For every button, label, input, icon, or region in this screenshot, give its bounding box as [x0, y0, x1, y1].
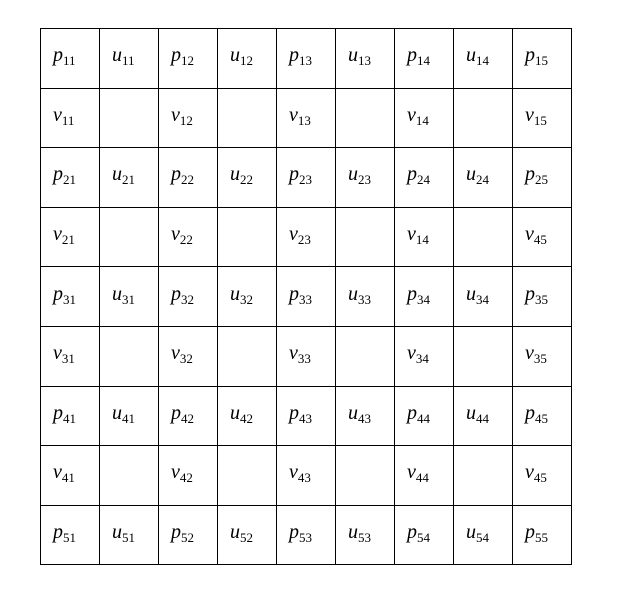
cell-content [336, 164, 394, 190]
grid-cell [277, 207, 336, 267]
grid-cell [277, 267, 336, 327]
variable-subscript: 45 [535, 410, 548, 426]
variable-symbol: u [230, 163, 240, 186]
cell-content [41, 343, 99, 369]
cell-content [100, 284, 158, 310]
grid-cell [336, 446, 395, 506]
variable-symbol: u [348, 44, 358, 67]
cell-content [395, 403, 453, 429]
grid-cell [336, 326, 395, 386]
grid-cell [41, 326, 100, 386]
variable-symbol: p [407, 163, 417, 186]
grid-cell [454, 386, 513, 446]
variable-subscript: 44 [476, 410, 489, 426]
cell-content [159, 522, 217, 548]
variable-subscript: 12 [181, 53, 194, 69]
variable-symbol: p [525, 282, 535, 305]
grid-cell [159, 386, 218, 446]
variable-subscript: 13 [297, 112, 311, 128]
grid-cell [100, 148, 159, 208]
variable-symbol: p [53, 44, 63, 67]
variable-subscript: 34 [476, 291, 489, 307]
cell-content [395, 105, 453, 131]
grid-body [41, 29, 572, 565]
variable-subscript: 21 [61, 232, 75, 248]
grid-cell [336, 29, 395, 89]
grid-cell [41, 148, 100, 208]
variable-symbol: p [289, 282, 299, 305]
variable-symbol: u [230, 521, 240, 544]
variable-symbol: v [407, 342, 416, 365]
grid-cell [336, 207, 395, 267]
grid-row [41, 29, 572, 89]
variable-symbol: v [525, 342, 534, 365]
variable-symbol: p [407, 44, 417, 67]
grid-cell [513, 267, 572, 327]
grid-row [41, 505, 572, 565]
grid-cell [395, 207, 454, 267]
variable-symbol: v [53, 103, 62, 126]
grid-cell [454, 446, 513, 506]
cell-content [277, 343, 335, 369]
variable-subscript: 35 [533, 351, 547, 367]
grid-cell [218, 326, 277, 386]
variable-symbol: u [112, 521, 122, 544]
variable-symbol: u [466, 401, 476, 424]
variable-subscript: 53 [358, 530, 371, 546]
variable-subscript: 31 [122, 291, 135, 307]
grid-cell [513, 88, 572, 148]
cell-content [395, 224, 453, 250]
grid-cell [277, 148, 336, 208]
grid-cell [159, 267, 218, 327]
variable-subscript: 24 [417, 172, 430, 188]
grid-cell [41, 446, 100, 506]
cell-content [513, 45, 571, 71]
cell-content [277, 45, 335, 71]
variable-subscript: 33 [297, 351, 311, 367]
grid-cell [159, 29, 218, 89]
cell-content [513, 284, 571, 310]
variable-subscript: 14 [415, 232, 429, 248]
variable-subscript: 23 [299, 172, 312, 188]
variable-symbol: p [289, 44, 299, 67]
cell-content [395, 284, 453, 310]
cell-content [100, 164, 158, 190]
variable-subscript: 11 [63, 53, 76, 69]
cell-content [218, 284, 276, 310]
grid-cell [454, 326, 513, 386]
cell-content [513, 343, 571, 369]
cell-content [395, 462, 453, 488]
variable-subscript: 15 [535, 53, 548, 69]
grid-cell [100, 386, 159, 446]
grid-cell [454, 505, 513, 565]
cell-content [41, 522, 99, 548]
variable-symbol: v [289, 223, 298, 246]
cell-content [41, 284, 99, 310]
variable-subscript: 45 [533, 232, 547, 248]
cell-content [513, 462, 571, 488]
variable-subscript: 23 [358, 172, 371, 188]
grid-cell [159, 326, 218, 386]
cell-content [336, 403, 394, 429]
grid-cell [395, 148, 454, 208]
cell-content [100, 45, 158, 71]
grid-cell [336, 267, 395, 327]
grid-cell [218, 505, 277, 565]
variable-symbol: u [348, 401, 358, 424]
cell-content [277, 224, 335, 250]
variable-symbol: p [407, 401, 417, 424]
variable-symbol: v [407, 223, 416, 246]
variable-subscript: 41 [61, 470, 75, 486]
grid-row [41, 88, 572, 148]
variable-subscript: 44 [415, 470, 429, 486]
cell-content [41, 224, 99, 250]
grid-cell [159, 207, 218, 267]
variable-subscript: 33 [358, 291, 371, 307]
grid-cell [513, 326, 572, 386]
grid-cell [41, 88, 100, 148]
cell-content [41, 105, 99, 131]
cell-content [159, 224, 217, 250]
grid-cell [395, 446, 454, 506]
variable-subscript: 53 [299, 530, 312, 546]
cell-content [218, 164, 276, 190]
cell-content [395, 164, 453, 190]
variable-symbol: p [53, 163, 63, 186]
grid-cell [395, 88, 454, 148]
grid-cell [513, 207, 572, 267]
grid-cell [159, 505, 218, 565]
cell-content [41, 462, 99, 488]
variable-symbol: u [348, 282, 358, 305]
variable-subscript: 11 [122, 53, 135, 69]
staggered-grid-table [40, 28, 572, 565]
variable-symbol: v [53, 223, 62, 246]
variable-symbol: v [171, 342, 180, 365]
variable-symbol: p [53, 521, 63, 544]
grid-cell [454, 88, 513, 148]
variable-subscript: 11 [61, 112, 75, 128]
variable-subscript: 41 [63, 410, 76, 426]
variable-symbol: u [112, 44, 122, 67]
grid-row [41, 267, 572, 327]
variable-subscript: 52 [181, 530, 194, 546]
variable-subscript: 32 [240, 291, 253, 307]
cell-content [336, 284, 394, 310]
grid-cell [41, 207, 100, 267]
cell-content [395, 343, 453, 369]
cell-content [513, 522, 571, 548]
grid-row [41, 148, 572, 208]
grid-cell [218, 148, 277, 208]
cell-content [513, 224, 571, 250]
variable-symbol: p [525, 44, 535, 67]
variable-symbol: p [53, 401, 63, 424]
variable-symbol: v [407, 461, 416, 484]
grid-cell [41, 267, 100, 327]
variable-symbol: p [289, 521, 299, 544]
grid-cell [41, 505, 100, 565]
cell-content [159, 164, 217, 190]
variable-subscript: 12 [179, 112, 193, 128]
grid-cell [218, 386, 277, 446]
variable-subscript: 44 [417, 410, 430, 426]
variable-symbol: u [230, 401, 240, 424]
grid-cell [513, 446, 572, 506]
variable-symbol: u [112, 163, 122, 186]
variable-symbol: p [525, 521, 535, 544]
variable-symbol: v [53, 342, 62, 365]
variable-symbol: v [289, 342, 298, 365]
variable-subscript: 34 [417, 291, 430, 307]
variable-subscript: 14 [417, 53, 430, 69]
variable-symbol: u [112, 282, 122, 305]
variable-subscript: 25 [535, 172, 548, 188]
cell-content [454, 284, 512, 310]
variable-subscript: 22 [240, 172, 253, 188]
variable-subscript: 35 [535, 291, 548, 307]
cell-content [159, 403, 217, 429]
cell-content [336, 522, 394, 548]
variable-symbol: v [171, 103, 180, 126]
grid-cell [454, 207, 513, 267]
grid-cell [100, 267, 159, 327]
cell-content [159, 462, 217, 488]
variable-subscript: 14 [415, 112, 429, 128]
variable-subscript: 12 [240, 53, 253, 69]
grid-cell [159, 148, 218, 208]
grid-cell [218, 446, 277, 506]
grid-cell [277, 88, 336, 148]
cell-content [159, 284, 217, 310]
variable-subscript: 43 [358, 410, 371, 426]
cell-content [454, 522, 512, 548]
variable-subscript: 42 [240, 410, 253, 426]
variable-subscript: 23 [297, 232, 311, 248]
variable-subscript: 14 [476, 53, 489, 69]
variable-symbol: v [289, 103, 298, 126]
cell-content [218, 522, 276, 548]
variable-subscript: 45 [533, 470, 547, 486]
variable-symbol: p [525, 401, 535, 424]
grid-cell [454, 29, 513, 89]
grid-cell [218, 29, 277, 89]
grid-cell [277, 386, 336, 446]
cell-content [100, 403, 158, 429]
cell-content [41, 45, 99, 71]
variable-symbol: p [171, 521, 181, 544]
grid-cell [41, 386, 100, 446]
grid-cell [277, 326, 336, 386]
cell-content [395, 522, 453, 548]
variable-subscript: 21 [122, 172, 135, 188]
variable-subscript: 13 [299, 53, 312, 69]
grid-cell [336, 386, 395, 446]
variable-symbol: p [525, 163, 535, 186]
cell-content [218, 403, 276, 429]
variable-subscript: 54 [417, 530, 430, 546]
grid-cell [159, 88, 218, 148]
variable-symbol: u [230, 282, 240, 305]
cell-content [513, 164, 571, 190]
cell-content [100, 522, 158, 548]
grid-cell [218, 88, 277, 148]
grid-cell [277, 446, 336, 506]
grid-cell [336, 148, 395, 208]
variable-subscript: 33 [299, 291, 312, 307]
cell-content [454, 45, 512, 71]
grid-cell [218, 267, 277, 327]
variable-symbol: v [53, 461, 62, 484]
variable-symbol: v [407, 103, 416, 126]
variable-symbol: u [466, 44, 476, 67]
variable-subscript: 51 [63, 530, 76, 546]
grid-cell [100, 446, 159, 506]
cell-content [277, 522, 335, 548]
grid-cell [218, 207, 277, 267]
grid-row [41, 326, 572, 386]
variable-symbol: u [230, 44, 240, 67]
variable-symbol: p [171, 401, 181, 424]
variable-symbol: v [525, 223, 534, 246]
grid-cell [100, 29, 159, 89]
variable-symbol: p [53, 282, 63, 305]
variable-subscript: 31 [61, 351, 75, 367]
variable-symbol: p [289, 163, 299, 186]
cell-content [41, 403, 99, 429]
cell-content [454, 164, 512, 190]
grid-cell [100, 326, 159, 386]
variable-symbol: p [171, 163, 181, 186]
cell-content [218, 45, 276, 71]
variable-subscript: 31 [63, 291, 76, 307]
grid-cell [513, 386, 572, 446]
cell-content [277, 403, 335, 429]
variable-symbol: v [289, 461, 298, 484]
grid-cell [41, 29, 100, 89]
variable-symbol: v [525, 461, 534, 484]
cell-content [159, 105, 217, 131]
variable-subscript: 24 [476, 172, 489, 188]
cell-content [277, 164, 335, 190]
cell-content [277, 462, 335, 488]
variable-subscript: 52 [240, 530, 253, 546]
variable-subscript: 22 [181, 172, 194, 188]
grid-cell [454, 148, 513, 208]
variable-symbol: p [289, 401, 299, 424]
grid-cell [395, 386, 454, 446]
variable-symbol: u [348, 163, 358, 186]
cell-content [41, 164, 99, 190]
variable-subscript: 43 [299, 410, 312, 426]
variable-subscript: 13 [358, 53, 371, 69]
grid-cell [454, 267, 513, 327]
variable-subscript: 51 [122, 530, 135, 546]
grid-cell [159, 446, 218, 506]
grid-cell [513, 29, 572, 89]
grid-cell [100, 88, 159, 148]
grid-row [41, 446, 572, 506]
variable-symbol: u [466, 282, 476, 305]
grid-cell [513, 148, 572, 208]
grid-cell [336, 505, 395, 565]
variable-subscript: 42 [179, 470, 193, 486]
grid-cell [395, 326, 454, 386]
grid-cell [395, 505, 454, 565]
variable-subscript: 22 [179, 232, 193, 248]
variable-subscript: 43 [297, 470, 311, 486]
variable-subscript: 55 [535, 530, 548, 546]
variable-symbol: v [171, 223, 180, 246]
variable-symbol: p [407, 521, 417, 544]
grid-cell [395, 267, 454, 327]
cell-content [454, 403, 512, 429]
cell-content [159, 45, 217, 71]
cell-content [395, 45, 453, 71]
grid-cell [336, 88, 395, 148]
variable-symbol: u [112, 401, 122, 424]
grid-cell [100, 207, 159, 267]
variable-subscript: 54 [476, 530, 489, 546]
variable-symbol: v [525, 103, 534, 126]
grid-row [41, 386, 572, 446]
cell-content [277, 105, 335, 131]
grid-cell [277, 505, 336, 565]
variable-subscript: 32 [179, 351, 193, 367]
variable-symbol: u [466, 521, 476, 544]
variable-subscript: 21 [63, 172, 76, 188]
grid-cell [395, 29, 454, 89]
grid-cell [513, 505, 572, 565]
variable-symbol: v [171, 461, 180, 484]
grid-row [41, 207, 572, 267]
grid-cell [100, 505, 159, 565]
variable-subscript: 42 [181, 410, 194, 426]
cell-content [336, 45, 394, 71]
variable-symbol: u [466, 163, 476, 186]
cell-content [513, 105, 571, 131]
cell-content [513, 403, 571, 429]
cell-content [277, 284, 335, 310]
grid-cell [277, 29, 336, 89]
variable-symbol: p [407, 282, 417, 305]
variable-subscript: 41 [122, 410, 135, 426]
variable-symbol: u [348, 521, 358, 544]
variable-symbol: p [171, 282, 181, 305]
variable-subscript: 15 [533, 112, 547, 128]
variable-subscript: 34 [415, 351, 429, 367]
variable-symbol: p [171, 44, 181, 67]
variable-subscript: 32 [181, 291, 194, 307]
cell-content [159, 343, 217, 369]
